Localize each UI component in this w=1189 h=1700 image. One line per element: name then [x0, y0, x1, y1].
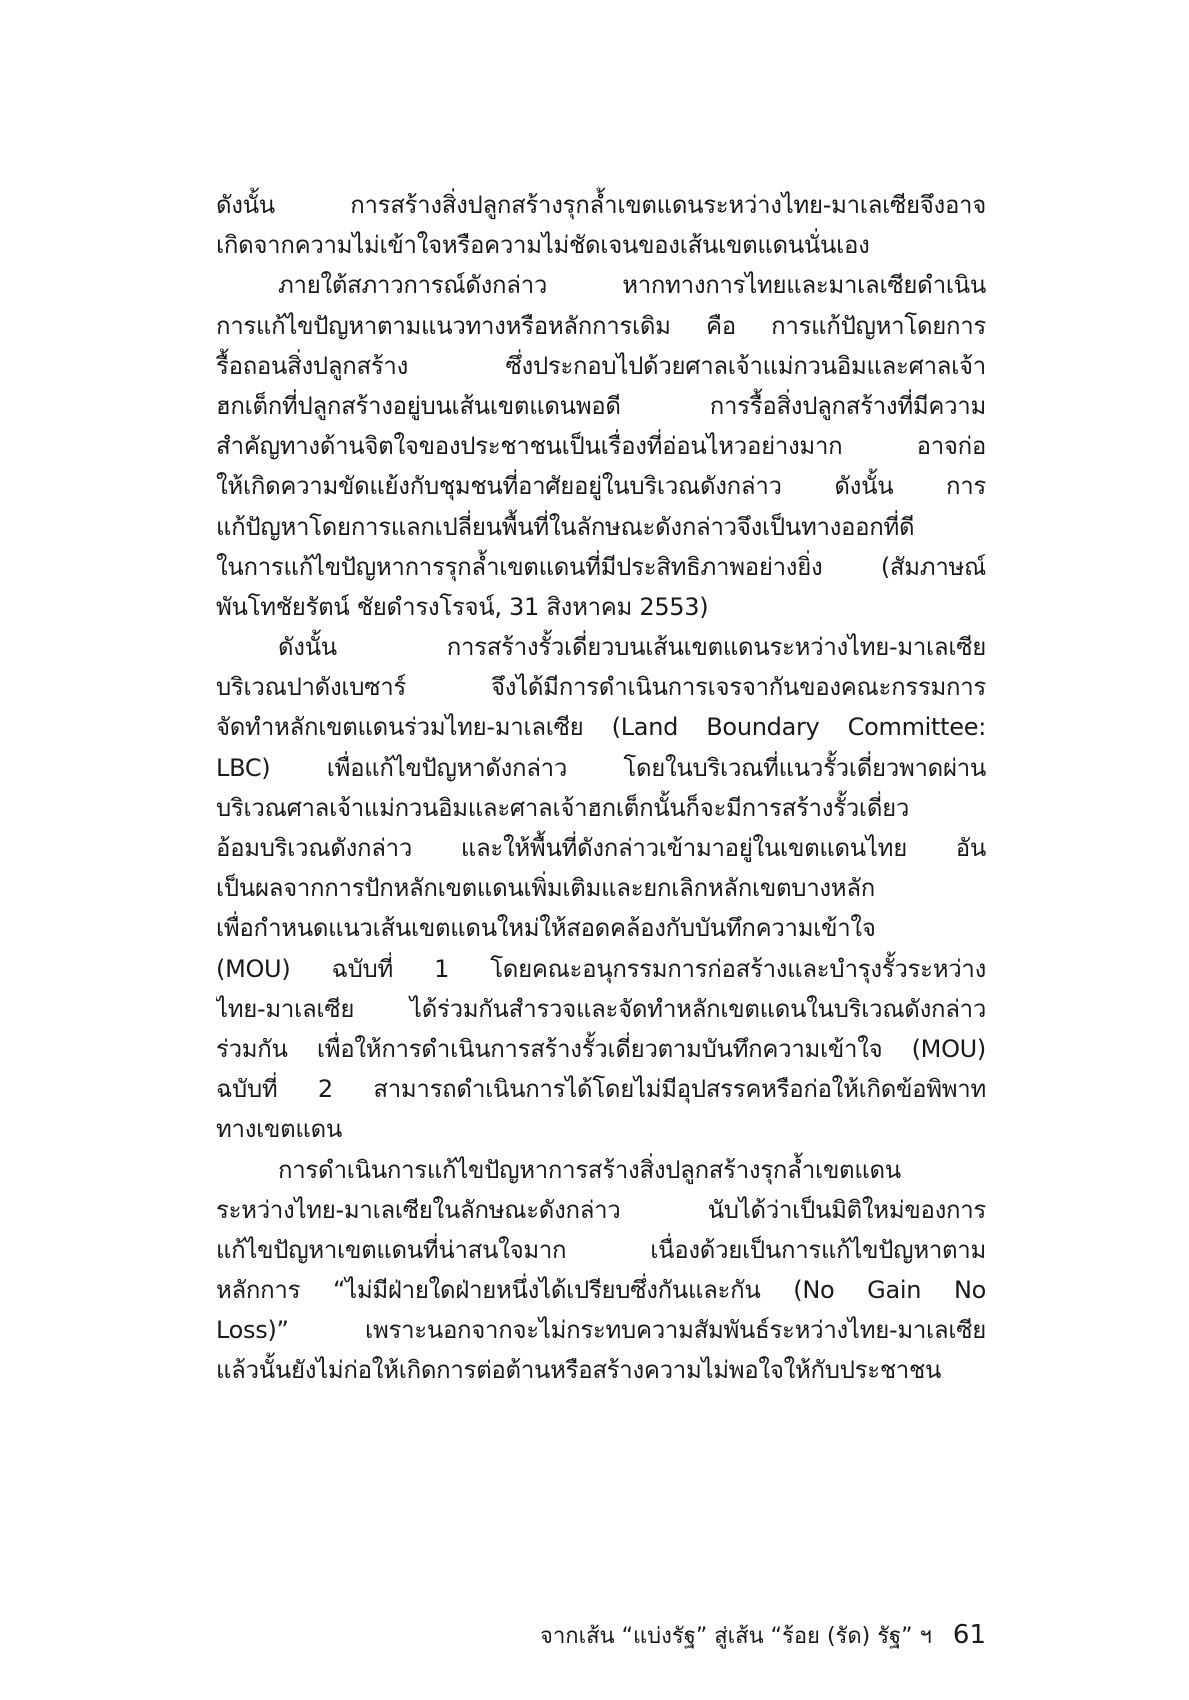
text-line: อ้อมบริเวณดังกล่าว และให้พื้นที่ดังกล่าวเข้ามาอยู่ในเขตแดนไทย อัน — [216, 834, 986, 862]
text-line: ภายใต้สภาวการณ์ดังกล่าว หากทางการไทยและมาเลเซียดำเนิน — [278, 271, 986, 300]
running-title: จากเส้น “แบ่งรัฐ” สู่เส้น “ร้อย (รัด) รัฐ” ฯ — [540, 1624, 932, 1649]
text-line: การดำเนินการแก้ไขปัญหาการสร้างสิ่งปลูกสร้างรุกล้ำเขตแดน — [278, 1155, 901, 1184]
text-line: การแก้ไขปัญหาตามแนวทางหรือหลักการเดิม คือ การแก้ปัญหาโดยการ — [216, 311, 986, 340]
text-line: ในการแก้ไขปัญหาการรุกล้ำเขตแดนที่มีประสิทธิภาพอย่างยิ่ง (สัมภาษณ์ — [216, 552, 986, 581]
text-line: ฉบับที่ 2 สามารถดำเนินการได้โดยไม่มีอุปสรรคหรือก่อให้เกิดข้อพิพาท — [216, 1075, 986, 1104]
text-line: ร่วมกัน เพื่อให้การดำเนินการสร้างรั้วเดี่ยวตามบันทึกความเข้าใจ (MOU) — [216, 1034, 986, 1063]
text-line: แก้ไขปัญหาเขตแดนที่น่าสนใจมาก เนื่องด้วยเป็นการแก้ไขปัญหาตาม — [216, 1235, 986, 1264]
text-line: เกิดจากความไม่เข้าใจหรือความไม่ชัดเจนของเส้นเขตแดนนั่นเอง — [216, 231, 870, 260]
text-line: LBC) เพื่อแก้ไขปัญหาดังกล่าว โดยในบริเวณที่แนวรั้วเดี่ยวพาดผ่าน — [216, 753, 986, 782]
text-line: บริเวณศาลเจ้าแม่กวนอิมและศาลเจ้าฮกเต็กนั้นก็จะมีการสร้างรั้วเดี่ยว — [216, 793, 910, 822]
text-line: ฮกเต็กที่ปลูกสร้างอยู่บนเส้นเขตแดนพอดี การรื้อสิ่งปลูกสร้างที่มีความ — [216, 391, 986, 420]
body-text — [216, 185, 986, 1391]
text-line: เพื่อกำหนดแนวเส้นเขตแดนใหม่ให้สอดคล้องกับบันทึกความเข้าใจ — [216, 914, 876, 943]
text-line: หลักการ “ไม่มีฝ่ายใดฝ่ายหนึ่งได้เปรียบซึ่งกันและกัน (No Gain No — [216, 1276, 986, 1305]
page-number: 61 — [952, 1620, 986, 1650]
text-line: ดังนั้น การสร้างสิ่งปลูกสร้างรุกล้ำเขตแดนระหว่างไทย-มาเลเซียจึงอาจ — [216, 191, 986, 219]
text-line: ดังนั้น การสร้างรั้วเดี่ยวบนเส้นเขตแดนระหว่างไทย-มาเลเซีย — [278, 633, 986, 662]
page-footer — [520, 1618, 986, 1648]
text-line: Loss)” เพราะนอกจากจะไม่กระทบความสัมพันธ์ระหว่างไทย-มาเลเซีย — [216, 1316, 986, 1345]
text-line: แก้ปัญหาโดยการแลกเปลี่ยนพื้นที่ในลักษณะดังกล่าวจึงเป็นทางออกที่ดี — [216, 512, 915, 541]
text-line: สำคัญทางด้านจิตใจของประชาชนเป็นเรื่องที่อ่อนไหวอย่างมาก อาจก่อ — [216, 432, 986, 461]
text-line: เป็นผลจากการปักหลักเขตแดนเพิ่มเติมและยกเลิกหลักเขตบางหลัก — [216, 874, 875, 903]
text-line: แล้วนั้นยังไม่ก่อให้เกิดการต่อต้านหรือสร้างความไม่พอใจให้กับประชาชน — [216, 1356, 942, 1385]
text-line: รื้อถอนสิ่งปลูกสร้าง ซึ่งประกอบไปด้วยศาลเจ้าแม่กวนอิมและศาลเจ้า — [216, 351, 986, 380]
text-line: จัดทำหลักเขตแดนร่วมไทย-มาเลเซีย (Land Boundary Committee: — [216, 713, 986, 742]
text-line: พันโทชัยรัตน์ ชัยดำรงโรจน์, 31 สิงหาคม 2553) — [216, 592, 709, 621]
text-line: บริเวณปาดังเบซาร์ จึงได้มีการดำเนินการเจรจากันของคณะกรรมการ — [216, 673, 986, 702]
text-line: ไทย-มาเลเซีย ได้ร่วมกันสำรวจและจัดทำหลักเขตแดนในบริเวณดังกล่าว — [216, 994, 986, 1023]
text-line: (MOU) ฉบับที่ 1 โดยคณะอนุกรรมการก่อสร้างและบำรุงรั้วระหว่าง — [216, 954, 986, 983]
text-line: ให้เกิดความขัดแย้งกับชุมชนที่อาศัยอยู่ในบริเวณดังกล่าว ดังนั้น การ — [216, 472, 986, 501]
text-line: ระหว่างไทย-มาเลเซียในลักษณะดังกล่าว นับได้ว่าเป็นมิติใหม่ของการ — [216, 1195, 986, 1224]
text-line: ทางเขตแดน — [216, 1115, 342, 1144]
